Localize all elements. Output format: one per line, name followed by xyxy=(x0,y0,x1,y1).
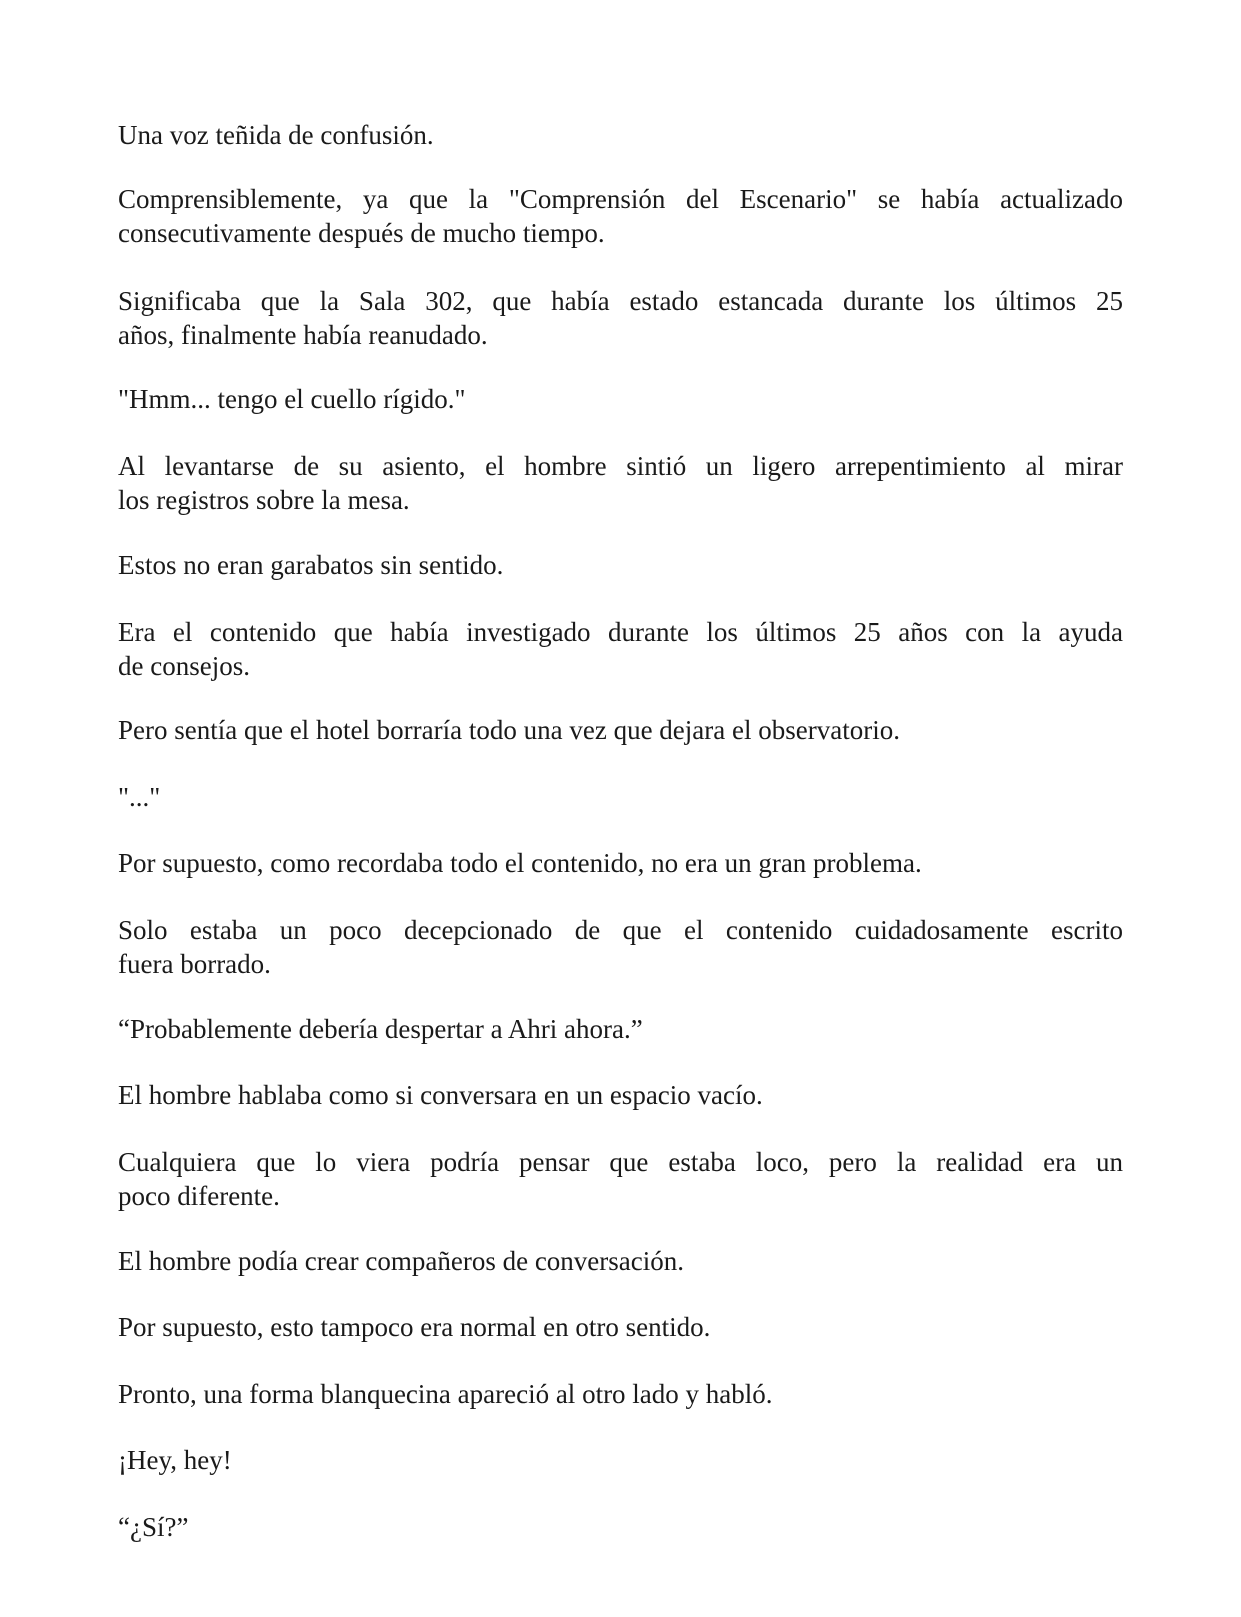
paragraph-7-line-1: Era el contenido que había investigado durante los últimos 25 años con la ayuda xyxy=(118,617,1123,647)
paragraph-15-line-1: El hombre podía crear compañeros de conversación. xyxy=(118,1246,685,1276)
paragraph-5 xyxy=(118,449,1123,517)
paragraph-5-line-1: Al levantarse de su asiento, el hombre sintió un ligero arrepentimiento al mirar xyxy=(118,451,1123,481)
paragraph-14-line-2: poco diferente. xyxy=(118,1181,280,1211)
paragraph-14 xyxy=(118,1145,1123,1213)
paragraph-2-line-2: consecutivamente después de mucho tiempo. xyxy=(118,218,605,248)
paragraph-10 xyxy=(118,846,1123,880)
paragraph-11-line-1: Solo estaba un poco decepcionado de que el contenido cuidadosamente escrito xyxy=(118,915,1123,945)
paragraph-7 xyxy=(118,615,1123,683)
paragraph-19-line-1: “¿Sí?” xyxy=(118,1512,189,1542)
paragraph-12 xyxy=(118,1012,1123,1046)
paragraph-17 xyxy=(118,1377,1123,1411)
paragraph-18 xyxy=(118,1443,1123,1477)
paragraph-7-line-2: de consejos. xyxy=(118,651,250,681)
paragraph-8-line-1: Pero sentía que el hotel borraría todo una vez que dejara el observatorio. xyxy=(118,715,900,745)
paragraph-16-line-1: Por supuesto, esto tampoco era normal en otro sentido. xyxy=(118,1312,711,1342)
paragraph-6-line-1: Estos no eran garabatos sin sentido. xyxy=(118,550,504,580)
paragraph-4 xyxy=(118,382,1123,416)
paragraph-15 xyxy=(118,1244,1123,1278)
paragraph-13 xyxy=(118,1078,1123,1112)
paragraph-5-line-2: los registros sobre la mesa. xyxy=(118,485,410,515)
paragraph-12-line-1: “Probablemente debería despertar a Ahri ahora.” xyxy=(118,1014,643,1044)
paragraph-16 xyxy=(118,1310,1123,1344)
paragraph-3-line-2: años, finalmente había reanudado. xyxy=(118,320,488,350)
paragraph-6 xyxy=(118,548,1123,582)
paragraph-9 xyxy=(118,780,1123,814)
paragraph-4-line-1: "Hmm... tengo el cuello rígido." xyxy=(118,384,466,414)
paragraph-13-line-1: El hombre hablaba como si conversara en un espacio vacío. xyxy=(118,1080,763,1110)
paragraph-2-line-1: Comprensiblemente, ya que la "Comprensión del Escenario" se había actualizado xyxy=(118,184,1123,214)
paragraph-2 xyxy=(118,182,1123,250)
paragraph-11-line-2: fuera borrado. xyxy=(118,949,271,979)
paragraph-1 xyxy=(118,118,1123,152)
paragraph-8 xyxy=(118,713,1123,747)
paragraph-1-line-1: Una voz teñida de confusión. xyxy=(118,120,434,150)
paragraph-9-line-1: "..." xyxy=(118,782,161,812)
paragraph-17-line-1: Pronto, una forma blanquecina apareció al otro lado y habló. xyxy=(118,1379,773,1409)
paragraph-10-line-1: Por supuesto, como recordaba todo el contenido, no era un gran problema. xyxy=(118,848,922,878)
paragraph-14-line-1: Cualquiera que lo viera podría pensar que estaba loco, pero la realidad era un xyxy=(118,1147,1123,1177)
paragraph-3-line-1: Significaba que la Sala 302, que había estado estancada durante los últimos 25 xyxy=(118,286,1123,316)
paragraph-18-line-1: ¡Hey, hey! xyxy=(118,1445,232,1475)
paragraph-19 xyxy=(118,1510,1123,1544)
paragraph-3 xyxy=(118,284,1123,352)
paragraph-11 xyxy=(118,913,1123,981)
